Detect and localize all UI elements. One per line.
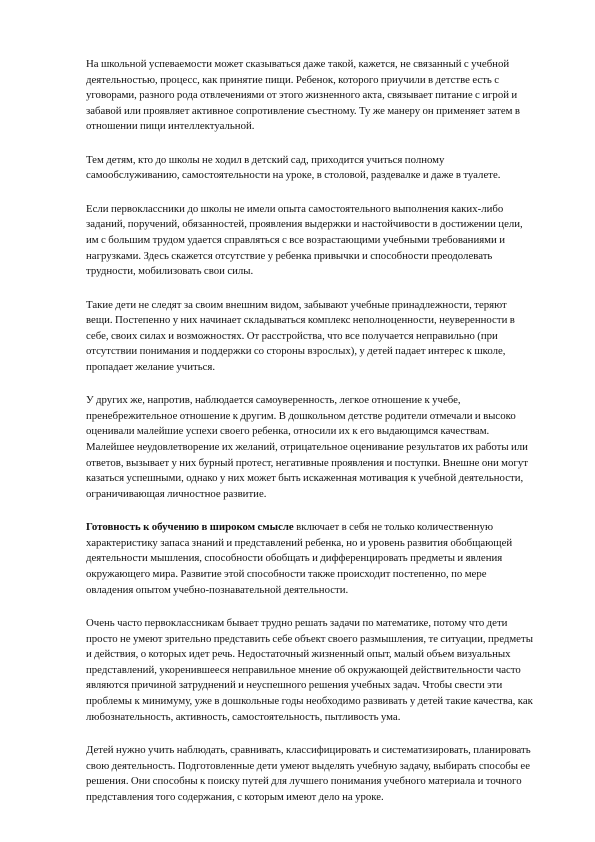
- paragraph-6: [86, 520, 535, 598]
- paragraph-4: Такие дети не следят за своим внешним видом, забывают учебные принадлежности, теряют вещи. Постепенно у них начинает складываться комплекс неполноценности, неуверенности в себе, своих силах и возможностях. От расстройства, что все получается неправильно (при отсутствии понимания и поддержки со стороны взрослых), у детей падает интерес к школе, пропадает желание учиться.: [86, 298, 515, 373]
- paragraph-2: Тем детям, кто до школы не ходил в детский сад, приходится учиться полному самообслуживанию, самостоятельности на уроке, в столовой, раздевалке и даже в туалете.: [86, 153, 501, 182]
- paragraph-5: У других же, напротив, наблюдается самоуверенность, легкое отношение к учебе, пренебрежительное отношение к другим. В дошкольном детстве родители отмечали и высоко оценивали малейшие успехи своего ребенка, относили их к его выдающимся качествам. Малейшее неудовлетворение их желаний, отрицательное оценивание результатов их работы или ответов, вызывает у них бурный протест, негативные проявления и поступки. Внешне они могут казаться успешными, однако у них может быть искаженная мотивация к учебной деятельности, ограничивающая личностное развитие.: [86, 394, 528, 500]
- paragraph-8: Детей нужно учить наблюдать, сравнивать, классифицировать и систематизировать, планировать свою деятельность. Подготовленные дети умеют выделять учебную задачу, выбирать способы ее решения. Они способны к поиску путей для лучшего понимания учебного материала и точного представления того содержания, с которым имеют дело на уроке.: [86, 743, 531, 803]
- paragraph-3: Если первоклассники до школы не имели опыта самостоятельного выполнения каких-либо заданий, поручений, обязанностей, проявления выдержки и настойчивости в достижении цели, им с большим трудом удается справляться с все возрастающими учебными требованиями и нагрузками. Здесь скажется отсутствие у ребенка привычки и способности преодолевать трудности, мобилизовать свои силы.: [86, 202, 523, 278]
- paragraph-1: На школьной успеваемости может сказываться даже такой, кажется, не связанный с учебной деятельностью, процесс, как принятие пищи. Ребенок, которого приучили в детстве есть с уговорами, разного рода отвлечениями от этого жизненного акта, связывает питание с игрой и забавой или проявляет активное сопротивление съестному. Ту же манеру он применяет затем в отношении пищи интеллектуальной.: [86, 58, 520, 133]
- paragraph-7: Очень часто первоклассникам бывает трудно решать задачи по математике, потому что дети просто не умеют зрительно представить себе объект своего размышления, те ситуации, предметы и действия, о которых идет речь. Недостаточный жизненный опыт, малый объем визуальных представлений, укоренившееся неправильное мнение об окружающей действительности часто являются причиной затруднений и неуспешного решения учебных задач. Чтобы свести эти проблемы к минимуму, уже в дошкольные годы необходимо развивать у детей такие качества, как любознательность, активность, самостоятельность, пытливость ума.: [86, 617, 533, 723]
- paragraph-6-text: включает в себя не только количественную характеристику запаса знаний и представлений ребенка, но и уровень развития обобщающей деятельности мышления, способности обобщать и дифференцировать предметы и явления окружающего мира. Развитие этой способности также происходит постепенно, по мере овладения опытом учебно-познавательной деятельности.: [86, 521, 513, 596]
- bold-lead-phrase: Готовность к обучению в широком смысле: [86, 521, 294, 534]
